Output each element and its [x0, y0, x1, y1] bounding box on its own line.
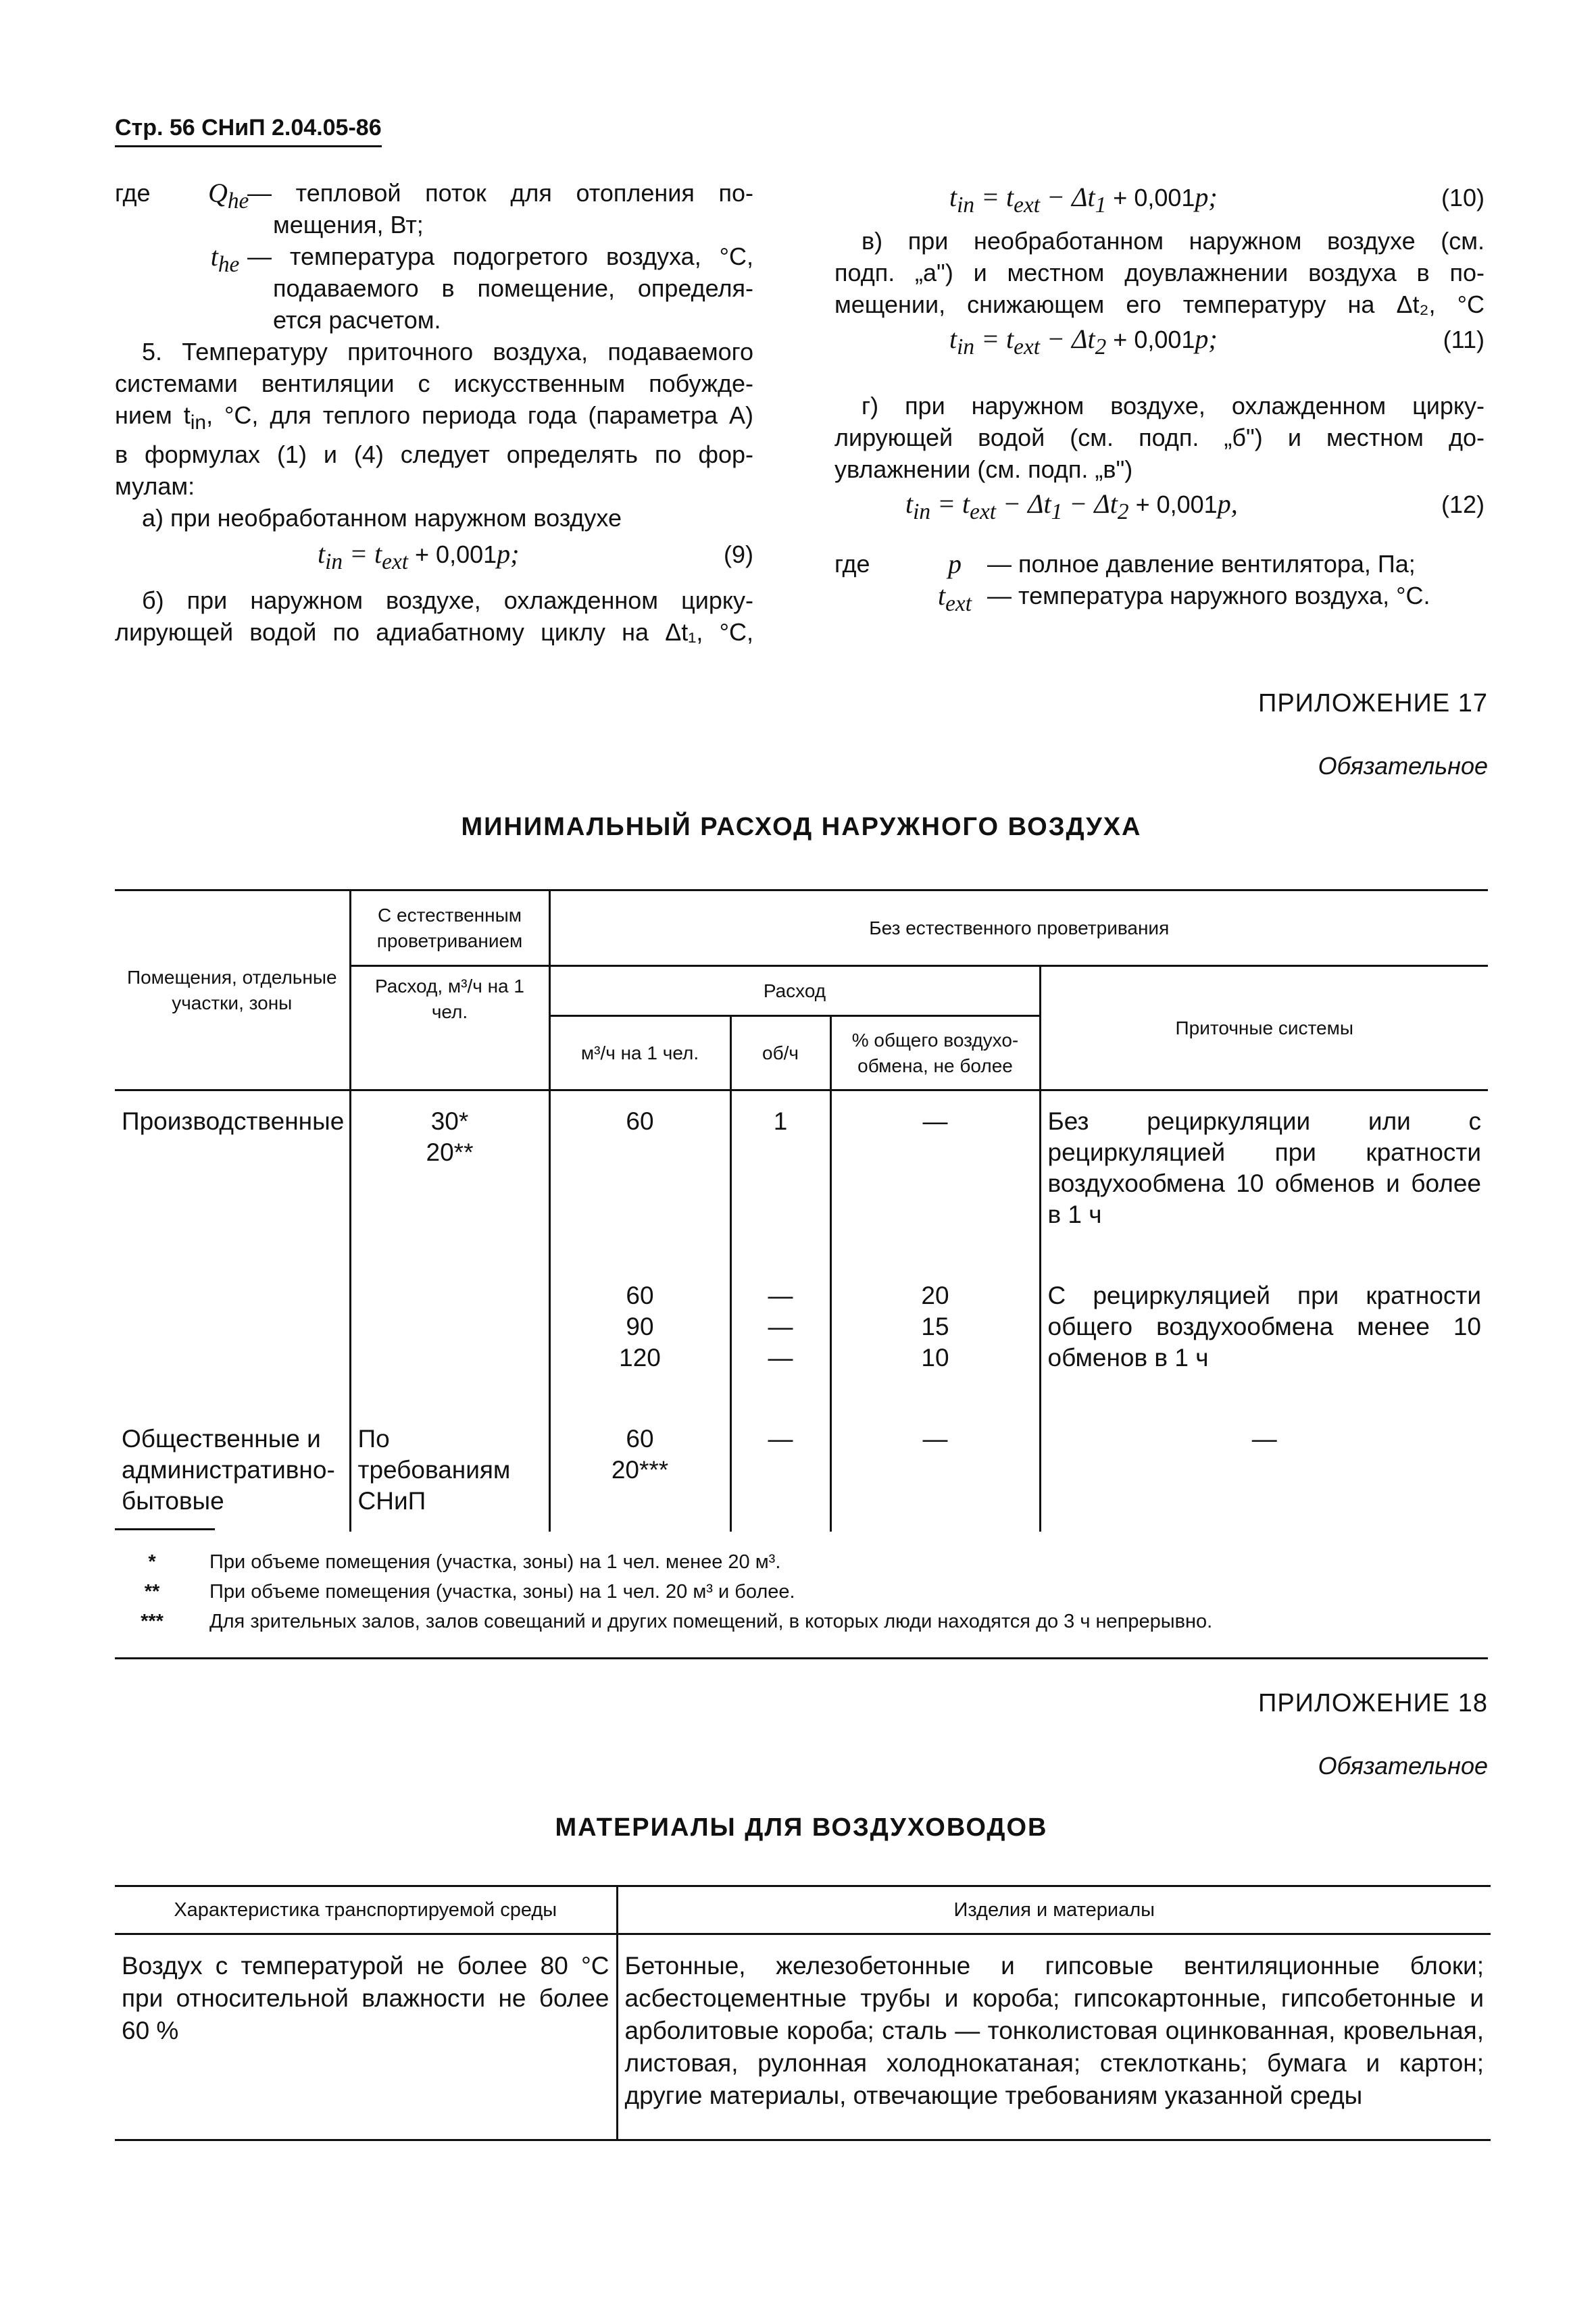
- footnotes: [115, 1547, 1493, 1636]
- item-v-line1: в) при необработанном наружном воздухе (см.: [862, 227, 1485, 255]
- formula-11: [834, 323, 1485, 363]
- header-materials: Изделия и материалы: [617, 1886, 1491, 1934]
- footnote-2: ** При объеме помещения (участка, зоны) на 1 чел. 20 м³ и более.: [144, 1581, 795, 1603]
- item-b-line1: б) при наружном воздухе, охлажденном цирку-: [142, 586, 753, 615]
- footnote-3: *** Для зрительных залов, залов совещаний и других помещений, в которых люди находятся до 3 ч непрерывно.: [141, 1611, 1213, 1632]
- symbol-p: p: [948, 549, 962, 579]
- formula-9-number: (9): [724, 540, 753, 569]
- para5-line3: нием $t_{in}$, °С, для теплого периода года (параметра А): [115, 401, 754, 434]
- appendix-18-label: ПРИЛОЖЕНИЕ 18: [1258, 1689, 1488, 1717]
- row2-percent: 20 15 10: [830, 1245, 1040, 1388]
- t-definition: — температура подогретого воздуха, °С, подаваемого в помещение, определя- ется расчетом.: [247, 243, 753, 334]
- row1-natural: 30* 20**: [350, 1090, 549, 1246]
- item-g-line2: лирующей водой (см. подп. „б") и местном до-: [834, 424, 1485, 451]
- appendix-17-status: Обязательное: [1318, 752, 1488, 780]
- symbol-t-he: $t_{he}$: [210, 241, 240, 277]
- row2-ach: — — —: [730, 1245, 830, 1388]
- formula-9: [115, 538, 753, 578]
- definitions-block: [115, 177, 753, 336]
- item-v-line2: подп. „а") и местном доувлажнении воздуха в по-: [834, 259, 1485, 286]
- formula-11-number: (11): [1443, 326, 1485, 353]
- t-ext-definition: — температура наружного воздуха, °С.: [987, 582, 1430, 609]
- header-natural-flow: Расход, м³/ч на 1 чел.: [350, 966, 549, 1090]
- para5-line4: в формулах (1) и (4) следует определять по фор-: [115, 441, 753, 469]
- p-definition: — полное давление вентилятора, Па;: [987, 550, 1416, 578]
- header-natural-ventilation: С естественным проветриванием: [350, 890, 549, 966]
- appendix-18-title: МАТЕРИАЛЫ ДЛЯ ВОЗДУХОВОДОВ: [555, 1813, 1048, 1842]
- row1-supply: Без рециркуляции или с рециркуляцией при кратности воздухообмена 10 обменов и более в 1 ч: [1047, 1107, 1482, 1228]
- header-flow: Расход: [549, 966, 1040, 1016]
- header-no-natural-ventilation: Без естественного проветривания: [549, 890, 1488, 966]
- row1-name: Производственные: [115, 1090, 350, 1246]
- formula-12-number: (12): [1441, 491, 1485, 518]
- row3-flow: 60 20***: [549, 1388, 730, 1532]
- para5-line5: мулам:: [115, 472, 195, 501]
- table-row: [115, 1090, 1488, 1246]
- right-column: [834, 181, 1485, 620]
- para5-line1: 5. Температуру приточного воздуха, подаваемого: [142, 338, 753, 366]
- formula-12: [834, 488, 1485, 528]
- formula-10-number: (10): [1441, 184, 1485, 211]
- row3-percent: —: [830, 1388, 1040, 1532]
- row1-flow: 60: [549, 1090, 730, 1246]
- item-b-line2: лирующей водой по адиабатному циклу на Δt₁, °С,: [115, 618, 753, 647]
- formula-9-expr: $t_{in} = t_{ext} + 0,001p$;: [318, 538, 520, 575]
- table-row: [115, 1245, 1488, 1388]
- formula-11-expr: $t_{in} = t_{ext} - \Delta t_2 + 0,001p$;: [949, 324, 1218, 359]
- row1-percent: —: [830, 1090, 1040, 1246]
- row3-supply: —: [1251, 1425, 1277, 1453]
- symbol-t-ext: $t_{ext}$: [938, 580, 972, 616]
- appendix-18-status: Обязательное: [1318, 1752, 1488, 1780]
- item-g-line3: увлажнении (см. подп. „в"): [834, 455, 1133, 483]
- formula-12-expr: $t_{in} = t_{ext} - \Delta t_1 - \Delta t_2 + 0,001p$,: [905, 488, 1238, 524]
- materials-cell: Бетонные, железобетонные и гипсовые вентиляционные блоки; асбестоцементные трубы и короба; гипсокартонные, гипсобетонные и арболитовые короба; сталь — тонколистовая оцинкованная, кровельная, листовая, рулонная холоднокатаная; стеклоткань; бумага и картон; другие материалы, отвечающие требованиям указанной среды: [617, 1934, 1491, 2140]
- formula-10: [834, 181, 1485, 221]
- header-percent: % общего воздухо-обмена, не более: [830, 1016, 1040, 1090]
- item-a: а) при необработанном наружном воздухе: [142, 504, 622, 532]
- row3-ach: —: [730, 1388, 830, 1532]
- definitions-block-2: [834, 548, 1485, 620]
- row3-name: Общественные и административно-бытовые: [115, 1388, 350, 1532]
- q-definition: — тепловой поток для отопления по- мещения, Вт;: [247, 179, 753, 238]
- symbol-q-he: $Q_{he}$: [208, 178, 249, 213]
- table-row: [115, 1388, 1488, 1532]
- row2-flow: 60 90 120: [549, 1245, 730, 1388]
- left-column: [115, 177, 753, 648]
- duct-materials-table: [115, 1885, 1491, 2141]
- where-label: где: [115, 179, 151, 207]
- row1-ach: 1: [730, 1090, 830, 1246]
- row2-supply: С рециркуляцией при кратности общего воздухообмена менее 10 обменов в 1 ч: [1047, 1282, 1482, 1372]
- section-divider: [115, 1657, 1488, 1659]
- page-header: Стр. 56 СНиП 2.04.05-86: [115, 115, 382, 147]
- table-row: [115, 1934, 1491, 2140]
- para5-line2: системами вентиляции с искусственным побужде-: [115, 370, 753, 397]
- where-label-2: где: [834, 550, 870, 578]
- formula-10-expr: $t_{in} = t_{ext} - \Delta t_1 + 0,001p$;: [949, 182, 1218, 218]
- header-medium: Характеристика транспортируемой среды: [115, 1886, 617, 1934]
- appendix-17-label: ПРИЛОЖЕНИЕ 17: [1258, 689, 1488, 718]
- header-per-person: м³/ч на 1 чел.: [549, 1016, 730, 1090]
- outdoor-air-table: [115, 889, 1488, 1532]
- footnote-1: * При объеме помещения (участка, зоны) на 1 чел. менее 20 м³.: [148, 1551, 781, 1573]
- row3-natural: По требованиям СНиП: [350, 1388, 549, 1532]
- header-supply-systems: Приточные системы: [1040, 966, 1488, 1090]
- header-rooms: Помещения, отдельные участки, зоны: [115, 890, 350, 1090]
- appendix-17-title: МИНИМАЛЬНЫЙ РАСХОД НАРУЖНОГО ВОЗДУХА: [461, 813, 1142, 841]
- item-v-line3: мещении, снижающем его температуру на Δt₂, °С: [834, 291, 1485, 318]
- medium-cell: Воздух с температурой не более 80 °С при относительной влажности не более 60 %: [115, 1934, 617, 2140]
- footnote-rule: [115, 1528, 215, 1530]
- header-air-changes: об/ч: [730, 1016, 830, 1090]
- item-g-line1: г) при наружном воздухе, охлажденном цирку-: [862, 392, 1485, 420]
